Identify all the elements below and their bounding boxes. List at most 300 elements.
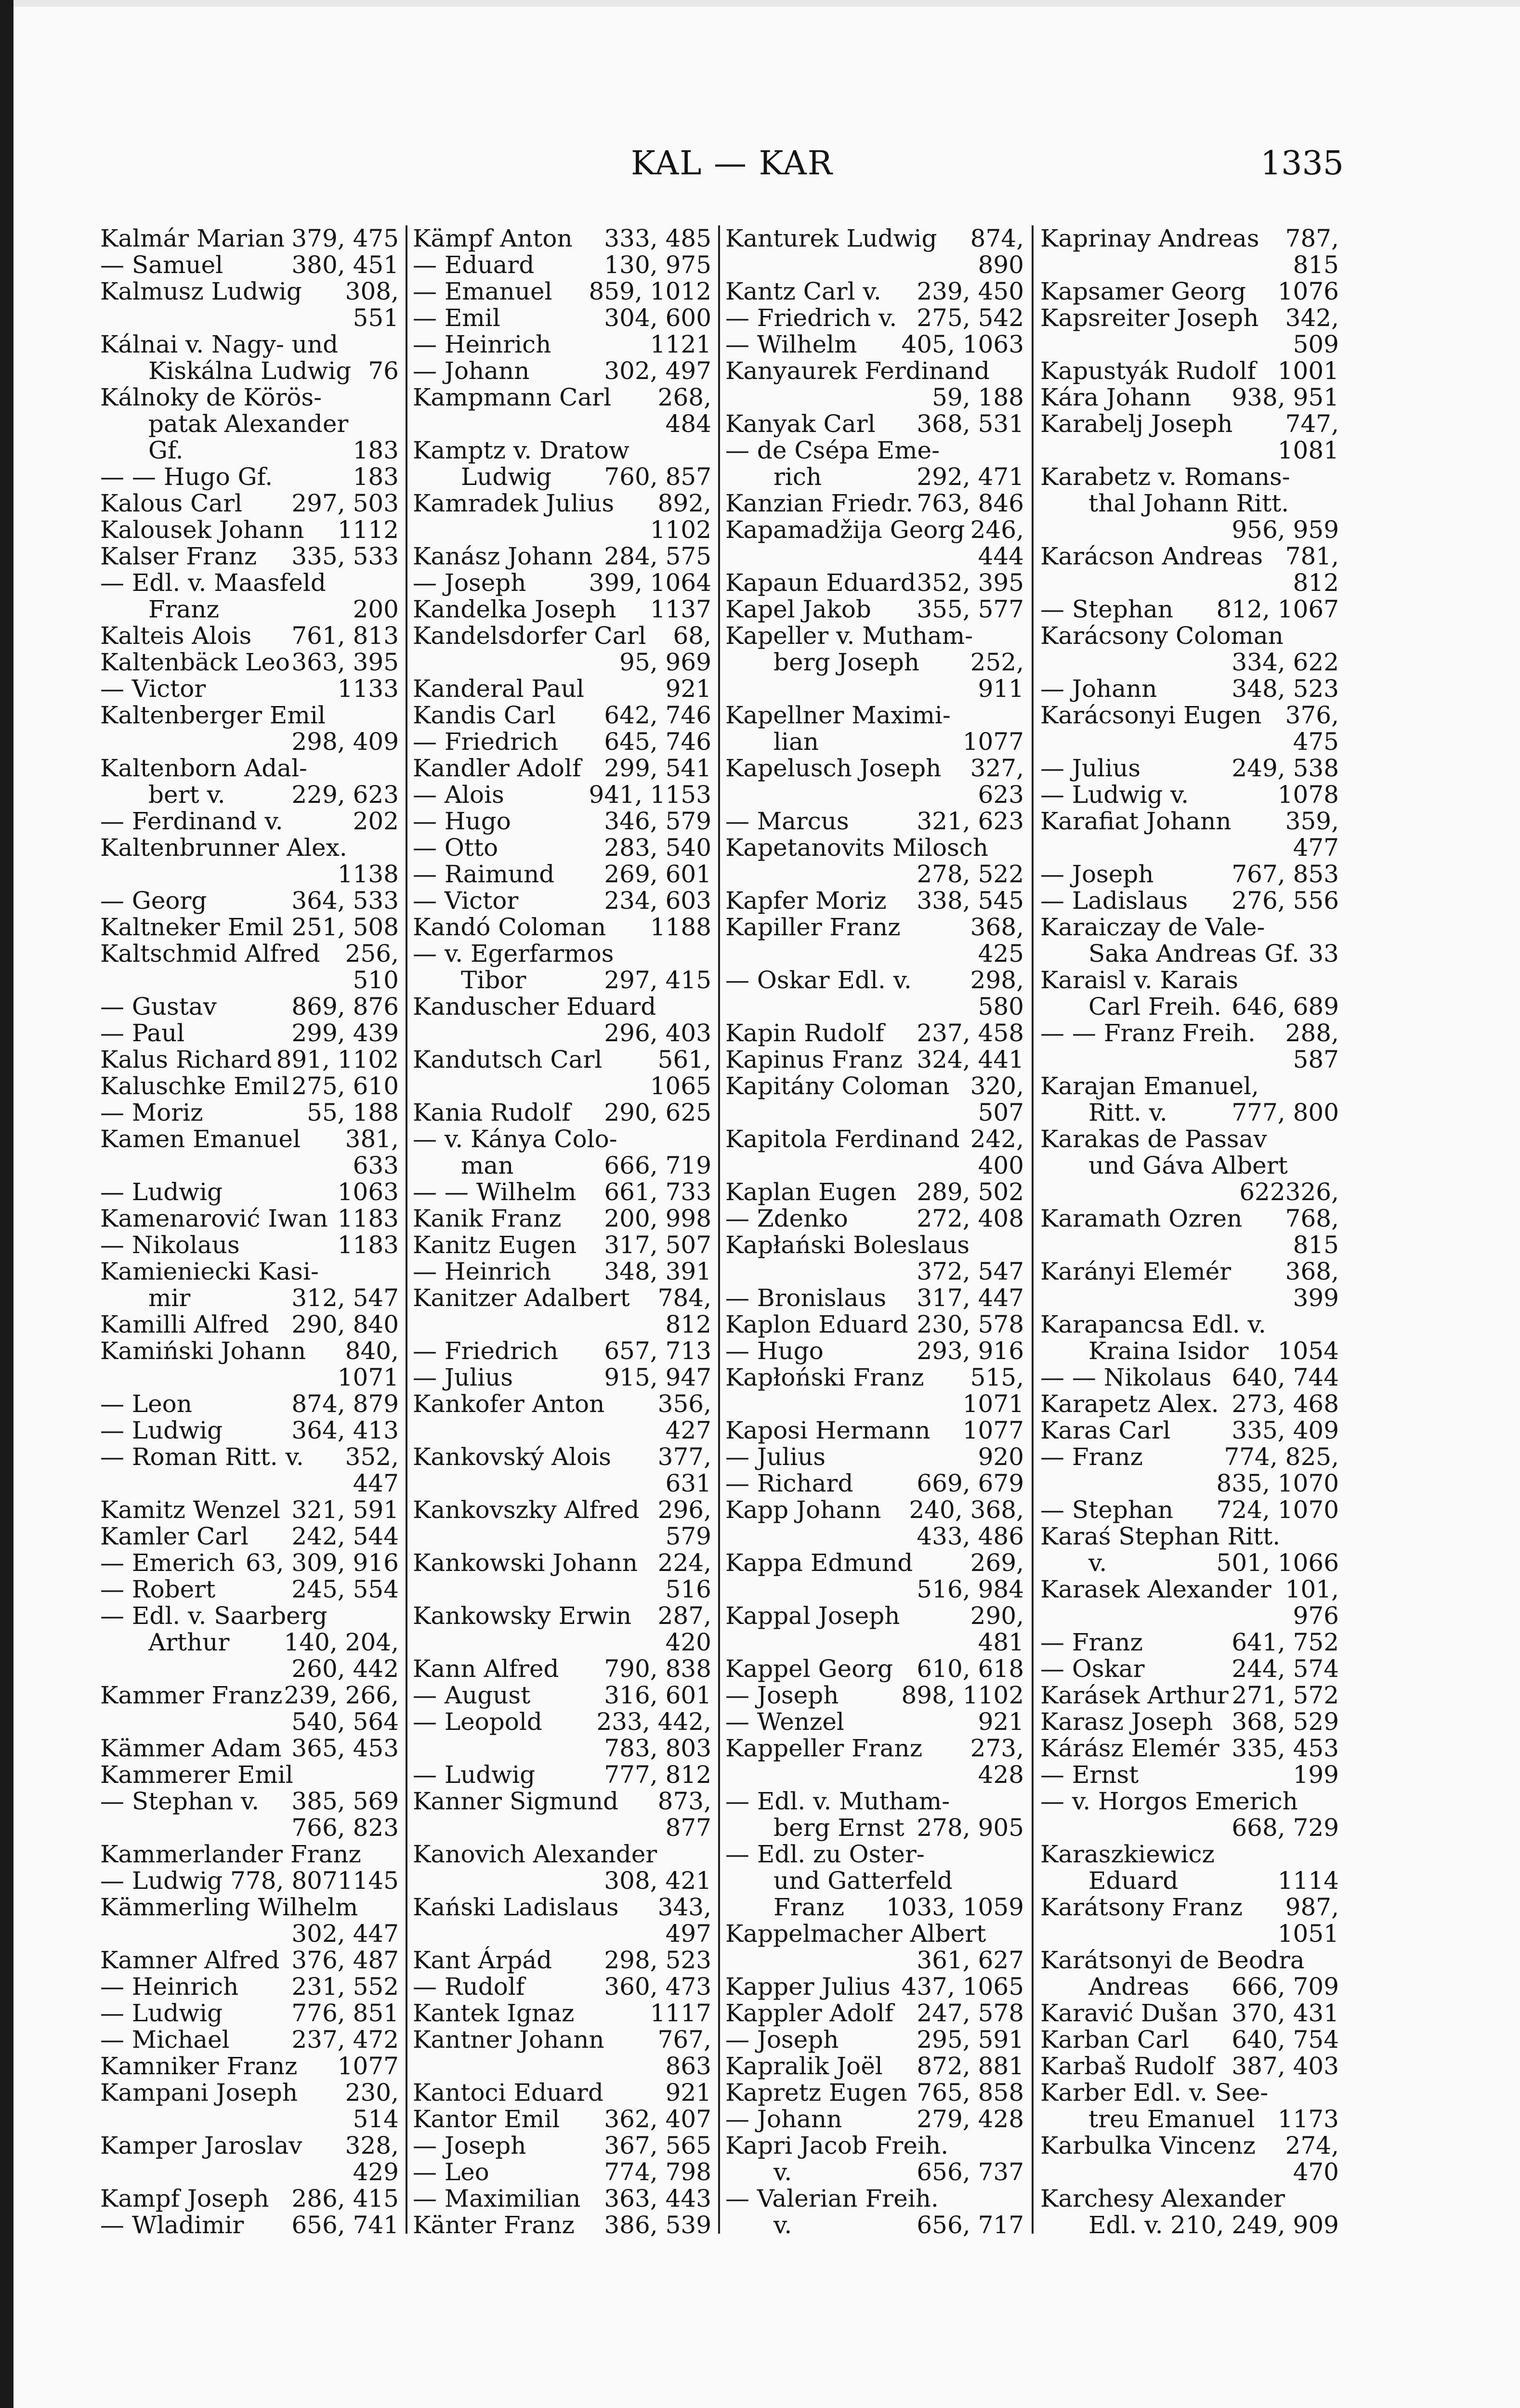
- index-entry-line: [413, 570, 711, 596]
- entry-pages: 863: [665, 2052, 711, 2080]
- entry-name: Kamner Alfred: [100, 1946, 280, 1974]
- entry-name: Kant Árpád: [413, 1946, 552, 1974]
- index-entry-line: [413, 1921, 711, 1947]
- entry-pages: 101,: [1285, 1575, 1339, 1603]
- entry-name: Kanderal Paul: [413, 675, 584, 703]
- entry-name: Kaprinay Andreas: [1040, 224, 1259, 252]
- entry-name: Kämmerling Wilhelm: [100, 1893, 358, 1921]
- entry-name: Karabelj Joseph: [1040, 410, 1233, 438]
- entry-name: — Rudolf: [413, 1973, 525, 2001]
- entry-name: Kalser Franz: [100, 542, 257, 570]
- entry-name: Kammerlander Franz: [100, 1840, 361, 1868]
- index-entry-line: [413, 543, 711, 570]
- entry-pages: 433, 486: [917, 1522, 1024, 1550]
- index-entry-line: [413, 2212, 711, 2238]
- entry-pages: 299, 541: [604, 754, 711, 782]
- entry-name: — Joseph: [413, 2132, 526, 2159]
- index-entry-line: [413, 835, 711, 861]
- entry-name: Kamniker Franz: [100, 2052, 298, 2080]
- entry-pages: 976: [1293, 1602, 1339, 1630]
- entry-pages: 477: [1293, 834, 1339, 862]
- entry-pages: 230, 578: [917, 1310, 1024, 1338]
- index-entry-line: [1040, 835, 1339, 861]
- entry-name: Kamenarović Iwan: [100, 1204, 328, 1232]
- entry-name: Kanzian Friedr.: [725, 489, 914, 517]
- entry-name: — Hugo: [413, 807, 511, 835]
- entry-pages: 381,: [345, 1125, 399, 1153]
- entry-name: — Michael: [100, 2026, 230, 2054]
- entry-name: — Ludwig: [413, 1761, 536, 1789]
- entry-pages: 1065: [650, 1072, 711, 1100]
- index-entry-line: [725, 1656, 1024, 1682]
- index-column-2: [413, 225, 711, 2238]
- entry-pages: 76: [368, 357, 399, 385]
- entry-pages: 230,: [345, 2079, 399, 2107]
- entry-pages: 551: [353, 304, 399, 332]
- entry-pages: 1114: [1277, 1867, 1339, 1895]
- entry-pages: 400: [978, 1152, 1024, 1179]
- entry-name: Kamler Carl: [100, 1522, 249, 1550]
- entry-name: — Maximilian: [413, 2185, 581, 2212]
- index-entry-line: [1040, 649, 1339, 676]
- entry-name: Kämpf Anton: [413, 224, 573, 252]
- entry-pages: 283, 540: [604, 834, 711, 862]
- entry-pages: 200, 998: [604, 1204, 711, 1232]
- entry-pages: 631: [665, 1469, 711, 1497]
- entry-name: Känter Franz: [413, 2211, 575, 2239]
- entry-name: Andreas: [1088, 1973, 1190, 2001]
- index-entry-line: [1040, 1047, 1339, 1073]
- entry-pages: 941, 1153: [589, 781, 711, 809]
- index-entry-line: [100, 2186, 399, 2212]
- entry-pages: 859, 1012: [589, 277, 711, 305]
- index-entry-line: [725, 2053, 1024, 2080]
- index-entry-line: [725, 1470, 1024, 1497]
- entry-name: — Ernst: [1040, 1761, 1139, 1789]
- index-entry-line: [725, 437, 1024, 464]
- entry-name: Karátsonyi de Beodra: [1040, 1946, 1305, 1974]
- index-entry-line: [1040, 331, 1339, 358]
- index-entry-line: [725, 1205, 1024, 1232]
- entry-pages: 921: [665, 2079, 711, 2107]
- entry-name: lian: [773, 728, 819, 756]
- index-entry-line: [725, 967, 1024, 994]
- entry-name: — Heinrich: [413, 1257, 551, 1285]
- index-entry-line: [725, 1735, 1024, 1762]
- entry-name: — Leo: [413, 2158, 489, 2186]
- entry-name: Franz: [148, 595, 219, 623]
- index-entry-line: [100, 1285, 399, 1311]
- entry-name: — Alois: [413, 781, 504, 809]
- entry-pages: 399: [1293, 1284, 1339, 1312]
- entry-name: Kapper Julius: [725, 1973, 891, 2001]
- entry-pages: 898, 1102: [901, 1681, 1024, 1709]
- index-entry-line: [100, 1338, 399, 1364]
- entry-pages: 295, 591: [917, 2026, 1024, 2054]
- entry-name: — Edl. v. Saarberg: [100, 1602, 328, 1630]
- entry-pages: 669, 679: [917, 1469, 1024, 1497]
- entry-name: Arthur: [148, 1628, 230, 1656]
- index-entry-line: [1040, 1311, 1339, 1338]
- entry-name: Kalous Carl: [100, 489, 242, 517]
- entry-name: Karányi Elemér: [1040, 1257, 1232, 1285]
- entry-pages: 507: [978, 1099, 1024, 1126]
- index-entry-line: [100, 2053, 399, 2080]
- entry-pages: 361, 627: [917, 1946, 1024, 1974]
- entry-pages: 387, 403: [1232, 2052, 1339, 2080]
- entry-pages: 666, 719: [604, 1152, 711, 1179]
- index-entry-line: [413, 1815, 711, 1841]
- index-entry-line: [413, 1841, 711, 1868]
- entry-pages: 429: [353, 2158, 399, 2186]
- entry-pages: 273, 468: [1232, 1390, 1339, 1418]
- index-entry-line: [413, 2000, 711, 2027]
- index-entry-line: [1040, 1576, 1339, 1603]
- index-entry-line: [725, 1762, 1024, 1788]
- index-entry-line: [1040, 490, 1339, 517]
- index-entry-line: [725, 702, 1024, 729]
- index-entry-line: [100, 941, 399, 967]
- entry-name: Edl. v.: [1088, 2211, 1163, 2239]
- entry-name: Ritt. v.: [1088, 1099, 1167, 1126]
- index-entry-line: [413, 808, 711, 835]
- index-entry-line: [100, 1523, 399, 1550]
- entry-name: Kantz Carl v.: [725, 277, 881, 305]
- entry-pages: 268,: [657, 383, 711, 411]
- entry-pages: 245, 554: [291, 1575, 399, 1603]
- index-entry-line: [1040, 1391, 1339, 1417]
- index-entry-line: [725, 411, 1024, 437]
- index-entry-line: [100, 1179, 399, 1205]
- index-entry-line: [1040, 1417, 1339, 1444]
- entry-name: — Bronislaus: [725, 1284, 887, 1312]
- index-entry-line: [725, 517, 1024, 543]
- entry-pages: 1051: [1277, 1920, 1339, 1948]
- index-entry-line: [725, 1258, 1024, 1285]
- index-entry-line: [725, 2106, 1024, 2133]
- index-entry-line: [1040, 1523, 1339, 1550]
- index-entry-line: [1040, 278, 1339, 305]
- entry-pages: 470: [1293, 2158, 1339, 2186]
- entry-pages: 368, 529: [1232, 1708, 1339, 1736]
- entry-name: Kapłoński Franz: [725, 1363, 924, 1391]
- entry-pages: 656, 717: [917, 2211, 1024, 2239]
- entry-name: — Eduard: [413, 251, 535, 279]
- index-entry-line: [100, 861, 399, 888]
- index-entry-line: [413, 1947, 711, 1974]
- entry-name: — Raimund: [413, 860, 555, 888]
- entry-pages: 812, 1067: [1216, 595, 1339, 623]
- index-entry-line: [725, 2133, 1024, 2159]
- entry-pages: 1121: [650, 330, 711, 358]
- scan-edge-top: [13, 0, 1520, 7]
- entry-pages: 352, 395: [917, 569, 1024, 597]
- scan-edge-left: [0, 0, 13, 2408]
- entry-pages: 497: [665, 1920, 711, 1948]
- index-entry-line: [725, 331, 1024, 358]
- index-entry-line: [1040, 808, 1339, 835]
- entry-name: Kappler Adolf: [725, 1999, 894, 2027]
- entry-pages: 379, 475: [291, 224, 399, 252]
- index-entry-line: [1040, 1099, 1339, 1126]
- entry-name: Kampmann Carl: [413, 383, 612, 411]
- entry-pages: 475: [1293, 728, 1339, 756]
- entry-pages: 642, 746: [604, 701, 711, 729]
- entry-name: Karbaš Rudolf: [1040, 2052, 1214, 2080]
- entry-pages: 362, 407: [604, 2105, 711, 2133]
- index-entry-line: [100, 411, 399, 437]
- entry-pages: 869, 876: [291, 993, 399, 1021]
- entry-name: Karakas de Passav: [1040, 1125, 1267, 1153]
- index-entry-line: [1040, 1788, 1339, 1815]
- entry-pages: 321, 623: [917, 807, 1024, 835]
- entry-pages: 260, 442: [291, 1655, 399, 1683]
- entry-name: Kanász Johann: [413, 542, 593, 570]
- index-entry-line: [100, 1364, 399, 1391]
- running-head: KAL — KAR: [631, 144, 833, 183]
- index-entry-line: [413, 1894, 711, 1921]
- index-entry-line: [413, 914, 711, 941]
- index-entry-line: [725, 358, 1024, 384]
- entry-pages: 1076: [1277, 277, 1339, 305]
- entry-pages: 289, 502: [917, 1178, 1024, 1206]
- entry-name: Kanturek Ludwig: [725, 224, 937, 252]
- entry-name: Kankowsky Erwin: [413, 1602, 632, 1630]
- entry-name: Karapancsa Edl. v.: [1040, 1310, 1266, 1338]
- entry-name: — Julius: [725, 1443, 826, 1471]
- entry-name: Kania Rudolf: [413, 1099, 571, 1126]
- index-entry-line: [413, 1762, 711, 1788]
- index-entry-line: [413, 1285, 711, 1311]
- entry-name: — Robert: [100, 1575, 216, 1603]
- index-entry-line: [100, 1152, 399, 1179]
- entry-name: Kálnoky de Körös-: [100, 383, 322, 411]
- index-entry-line: [413, 994, 711, 1020]
- index-entry-line: [725, 1099, 1024, 1126]
- entry-pages: 290, 625: [604, 1099, 711, 1126]
- entry-pages: 385, 569: [291, 1787, 399, 1815]
- entry-name: Kapinus Franz: [725, 1046, 903, 1073]
- index-entry-line: [413, 755, 711, 782]
- index-entry-line: [725, 861, 1024, 888]
- index-entry-line: [100, 1047, 399, 1073]
- entry-pages: 275, 610: [291, 1072, 399, 1100]
- entry-pages: 774, 798: [604, 2158, 711, 2186]
- entry-name: thal Johann Ritt.: [1088, 489, 1289, 517]
- index-entry-line: [413, 1497, 711, 1523]
- entry-pages: 95, 969: [619, 648, 711, 676]
- index-entry-line: [413, 1047, 711, 1073]
- entry-name: — Oskar: [1040, 1655, 1145, 1683]
- entry-pages: 298, 409: [291, 728, 399, 756]
- index-entry-line: [413, 1709, 711, 1735]
- index-entry-line: [100, 1205, 399, 1232]
- index-entry-line: [725, 1947, 1024, 1974]
- index-entry-line: [100, 490, 399, 517]
- entry-pages: 437, 1065: [901, 1973, 1024, 2001]
- index-entry-line: [413, 782, 711, 808]
- entry-pages: 873,: [657, 1787, 711, 1815]
- entry-name: Karácsony Coloman: [1040, 622, 1284, 650]
- index-entry-line: [725, 755, 1024, 782]
- index-entry-line: [100, 649, 399, 676]
- index-entry-line: [413, 1073, 711, 1099]
- entry-name: v.: [773, 2211, 792, 2239]
- entry-name: Kaplan Eugen: [725, 1178, 897, 1206]
- index-entry-line: [100, 437, 399, 464]
- index-entry-line: [1040, 1894, 1339, 1921]
- entry-pages: 368, 531: [917, 410, 1024, 438]
- index-entry-line: [725, 1868, 1024, 1894]
- entry-name: Kampf Joseph: [100, 2185, 269, 2212]
- index-entry-line: [725, 1020, 1024, 1047]
- entry-name: Kaposi Hermann: [725, 1416, 930, 1444]
- entry-name: Kappa Edmund: [725, 1549, 913, 1577]
- entry-name: — Georg: [100, 887, 207, 915]
- index-entry-line: [100, 2027, 399, 2053]
- entry-pages: 1077: [962, 1416, 1024, 1444]
- entry-pages: 623: [978, 781, 1024, 809]
- index-entry-line: [1040, 1603, 1339, 1629]
- index-entry-line: [1040, 1258, 1339, 1285]
- entry-pages: 747,: [1285, 410, 1339, 438]
- entry-name: Kárász Elemér: [1040, 1734, 1219, 1762]
- entry-name: Ludwig: [461, 463, 552, 491]
- index-entry-line: [725, 490, 1024, 517]
- entry-name: — Edl. zu Oster-: [725, 1840, 925, 1868]
- index-entry-line: [725, 1974, 1024, 2000]
- entry-pages: 815: [1293, 1231, 1339, 1259]
- column-divider: [718, 225, 720, 2234]
- entry-name: Karácsonyi Eugen: [1040, 701, 1262, 729]
- index-entry-line: [413, 225, 711, 252]
- entry-name: — Leon: [100, 1390, 192, 1418]
- entry-pages: 661, 733: [604, 1178, 711, 1206]
- entry-name: Kappel Georg: [725, 1655, 893, 1683]
- index-entry-line: [1040, 914, 1339, 941]
- entry-pages: 1077: [962, 728, 1024, 756]
- entry-name: Karácson Andreas: [1040, 542, 1263, 570]
- index-entry-line: [725, 1629, 1024, 1656]
- index-entry-line: [413, 1020, 711, 1047]
- index-entry-line: [100, 1099, 399, 1126]
- index-entry-line: [1040, 1364, 1339, 1391]
- index-entry-line: [1040, 570, 1339, 596]
- entry-pages: 242, 544: [291, 1522, 399, 1550]
- entry-pages: 514: [353, 2105, 399, 2133]
- index-entry-line: [100, 252, 399, 278]
- index-entry-line: [1040, 305, 1339, 331]
- entry-pages: 328,: [345, 2132, 399, 2159]
- entry-pages: 274,: [1285, 2132, 1339, 2159]
- entry-name: Kapamadžija Georg: [725, 516, 965, 544]
- entry-pages: 359,: [1285, 807, 1339, 835]
- entry-pages: 777, 800: [1232, 1099, 1339, 1126]
- entry-pages: 656, 741: [291, 2211, 399, 2239]
- index-entry-line: [1040, 1205, 1339, 1232]
- entry-pages: 338, 545: [917, 887, 1024, 915]
- entry-pages: 55, 188: [307, 1099, 399, 1126]
- index-entry-line: [100, 914, 399, 941]
- entry-name: — August: [413, 1681, 531, 1709]
- entry-name: Karajan Emanuel,: [1040, 1072, 1259, 1100]
- entry-name: — Johann: [413, 357, 530, 385]
- entry-pages: 633: [353, 1152, 399, 1179]
- entry-pages: 763, 846: [917, 489, 1024, 517]
- entry-name: — — Hugo Gf.: [100, 463, 273, 491]
- index-entry-line: [1040, 2027, 1339, 2053]
- entry-pages: 296,: [657, 1496, 711, 1524]
- index-entry-line: [100, 1603, 399, 1629]
- entry-name: bert v.: [148, 781, 225, 809]
- entry-pages: 278, 522: [917, 860, 1024, 888]
- entry-pages: 365, 453: [291, 1734, 399, 1762]
- entry-pages: 279, 428: [917, 2105, 1024, 2133]
- entry-pages: 768,: [1285, 1204, 1339, 1232]
- entry-name: man: [461, 1152, 514, 1179]
- index-entry-line: [413, 1152, 711, 1179]
- entry-name: — — Nikolaus: [1040, 1363, 1212, 1391]
- index-entry-line: [413, 1444, 711, 1470]
- entry-name: Kamper Jaroslav: [100, 2132, 302, 2159]
- entry-name: — Ludwig v.: [1040, 781, 1189, 809]
- entry-pages: 237, 458: [917, 1019, 1024, 1047]
- entry-name: v.: [1088, 1549, 1107, 1577]
- entry-name: — Victor: [100, 675, 206, 703]
- index-entry-line: [413, 2027, 711, 2053]
- index-entry-line: [413, 623, 711, 649]
- index-entry-line: [100, 331, 399, 358]
- index-entry-line: [725, 1921, 1024, 1947]
- index-entry-line: [725, 782, 1024, 808]
- entry-name: patak Alexander: [148, 410, 349, 438]
- index-entry-line: [725, 384, 1024, 411]
- index-entry-line: [413, 967, 711, 994]
- entry-name: Karbulka Vincenz: [1040, 2132, 1256, 2159]
- entry-name: Kalus Richard: [100, 1046, 272, 1073]
- entry-pages: 1081: [1277, 436, 1339, 464]
- index-entry-line: [1040, 1947, 1339, 1974]
- entry-pages: 724, 1070: [1216, 1496, 1339, 1524]
- entry-name: Kanitz Eugen: [413, 1231, 577, 1259]
- entry-pages: 242,: [970, 1125, 1024, 1153]
- entry-pages: 428: [978, 1761, 1024, 1789]
- index-entry-line: [100, 676, 399, 702]
- index-entry-line: [1040, 1073, 1339, 1099]
- entry-pages: 386, 539: [604, 2211, 711, 2239]
- entry-name: Kiskálna Ludwig: [148, 357, 352, 385]
- entry-name: Karapetz Alex.: [1040, 1390, 1219, 1418]
- entry-pages: 292, 471: [917, 463, 1024, 491]
- entry-pages: 298, 523: [604, 1946, 711, 1974]
- index-entry-line: [100, 1921, 399, 1947]
- entry-name: Tibor: [461, 966, 526, 994]
- column-divider: [406, 225, 407, 2234]
- entry-pages: 233, 442,: [596, 1708, 711, 1736]
- index-entry-line: [725, 1550, 1024, 1576]
- entry-name: — Roman Ritt. v.: [100, 1443, 304, 1471]
- index-entry-line: [1040, 1470, 1339, 1497]
- index-entry-line: [1040, 676, 1339, 702]
- entry-pages: 509: [1293, 330, 1339, 358]
- index-entry-line: [1040, 1762, 1339, 1788]
- index-entry-line: [725, 1073, 1024, 1099]
- index-entry-line: [1040, 2186, 1339, 2212]
- entry-name: Kapiller Franz: [725, 913, 901, 941]
- index-entry-line: [1040, 358, 1339, 384]
- entry-name: Kálnai v. Nagy- und: [100, 330, 339, 358]
- index-entry-line: [100, 1894, 399, 1921]
